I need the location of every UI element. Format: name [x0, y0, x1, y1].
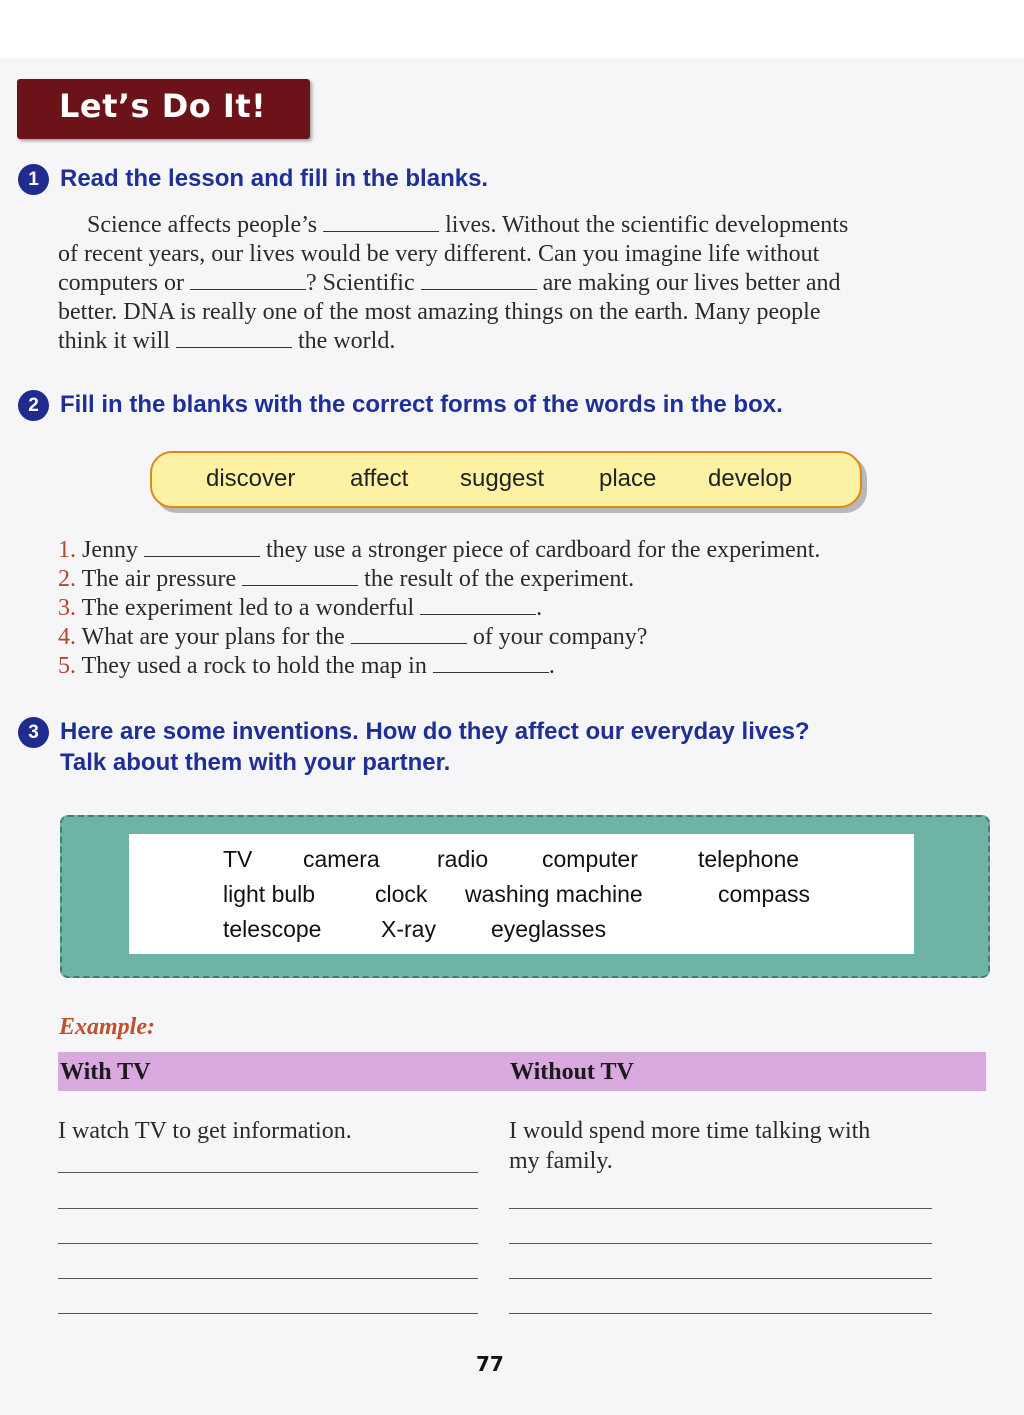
- list-item: 1. Jenny they use a stronger piece of cardboard for the experiment.: [58, 537, 821, 563]
- list-item: 2. The air pressure the result of the experiment.: [58, 566, 635, 592]
- section-1-instruction: Read the lesson and fill in the blanks.: [60, 165, 489, 192]
- writing-line[interactable]: [509, 1313, 932, 1314]
- invention-camera: camera: [303, 846, 380, 872]
- fill-blank[interactable]: [433, 652, 549, 673]
- fill-blank[interactable]: [420, 594, 536, 615]
- example-header-bar: [58, 1052, 986, 1091]
- list-item: 4. What are your plans for the of your company?: [58, 624, 648, 650]
- section-3-instruction-line-2: Talk about them with your partner.: [60, 749, 451, 776]
- writing-line[interactable]: [58, 1208, 478, 1209]
- invention-washing-machine: washing machine: [465, 881, 643, 907]
- word-suggest: suggest: [460, 465, 545, 492]
- paragraph-line: of recent years, our lives would be very different. Can you imagine life without: [58, 241, 820, 267]
- invention-radio: radio: [437, 846, 489, 872]
- page-title: Let’s Do It!: [59, 87, 267, 125]
- list-item: 3. The experiment led to a wonderful .: [58, 595, 543, 621]
- invention-telescope: telescope: [223, 916, 322, 942]
- without-tv-heading: Without TV: [510, 1059, 634, 1085]
- word-box: [150, 451, 862, 508]
- section-2-instruction: Fill in the blanks with the correct forms of the words in the box.: [60, 391, 783, 418]
- section-2-items: [58, 536, 820, 681]
- fill-blank[interactable]: [323, 211, 439, 232]
- fill-blank[interactable]: [351, 623, 467, 644]
- writing-line[interactable]: [58, 1172, 478, 1173]
- section-1-paragraph: [58, 211, 848, 356]
- invention-telephone: telephone: [698, 846, 800, 872]
- section-1-number-badge: 1: [18, 164, 49, 195]
- invention-tv: TV: [223, 846, 253, 872]
- page-number: 77: [476, 1352, 504, 1376]
- fill-blank[interactable]: [190, 269, 306, 290]
- invention-eyeglasses: eyeglasses: [491, 916, 607, 942]
- example-label: Example:: [59, 1014, 155, 1040]
- invention-compass: compass: [718, 881, 811, 907]
- word-place: place: [599, 465, 657, 492]
- invention-computer: computer: [542, 846, 638, 872]
- with-tv-heading: With TV: [60, 1059, 151, 1085]
- invention-x-ray: X-ray: [381, 916, 436, 942]
- paragraph-line: computers or ? Scientific are making our lives better and: [58, 270, 841, 296]
- fill-blank[interactable]: [144, 536, 260, 557]
- without-tv-example-line-2: my family.: [509, 1148, 613, 1174]
- writing-line[interactable]: [58, 1313, 478, 1314]
- writing-line[interactable]: [509, 1208, 932, 1209]
- fill-blank[interactable]: [421, 269, 537, 290]
- word-affect: affect: [350, 465, 409, 492]
- writing-line[interactable]: [509, 1243, 932, 1244]
- paragraph-line: think it will the world.: [58, 328, 396, 354]
- paragraph-line: Science affects people’s lives. Without the scientific developments: [87, 212, 849, 238]
- without-tv-example-line-1: I would spend more time talking with: [509, 1118, 871, 1144]
- inventions-box: [129, 834, 914, 954]
- paragraph-line: better. DNA is really one of the most amazing things on the earth. Many people: [58, 299, 821, 325]
- writing-line[interactable]: [58, 1243, 478, 1244]
- section-3-number-badge: 3: [18, 717, 49, 748]
- writing-line[interactable]: [509, 1278, 932, 1279]
- word-discover: discover: [206, 465, 296, 492]
- title-banner: [17, 79, 310, 139]
- with-tv-example: I watch TV to get information.: [58, 1118, 352, 1144]
- invention-clock: clock: [375, 881, 428, 907]
- section-2-number-badge: 2: [18, 390, 49, 421]
- section-3-instruction-line-1: Here are some inventions. How do they affect our everyday lives?: [60, 718, 810, 745]
- list-item: 5. They used a rock to hold the map in .: [58, 653, 555, 679]
- fill-blank[interactable]: [242, 565, 358, 586]
- fill-blank[interactable]: [176, 327, 292, 348]
- invention-light-bulb: light bulb: [223, 881, 316, 907]
- writing-line[interactable]: [58, 1278, 478, 1279]
- word-develop: develop: [708, 465, 793, 492]
